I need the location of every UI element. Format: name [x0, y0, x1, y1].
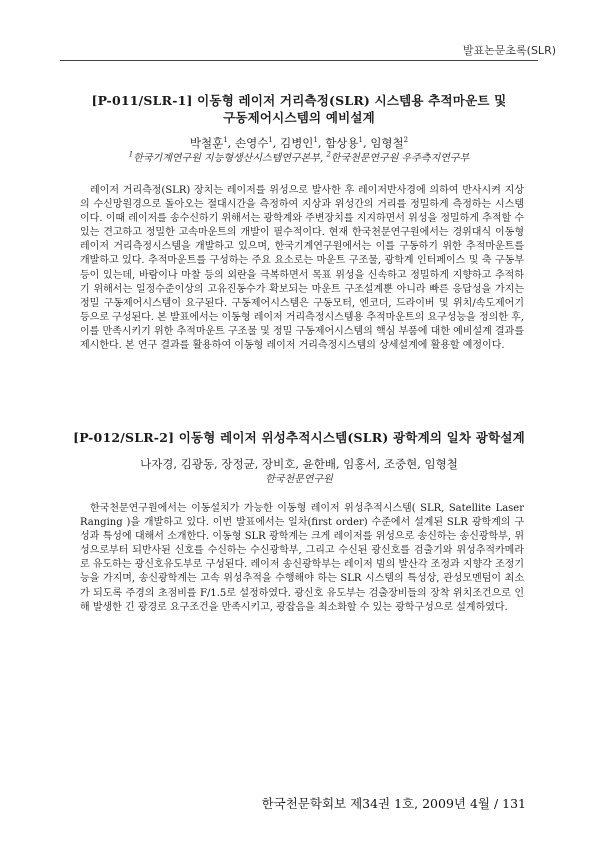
section-label: 발표논문초록(SLR) [462, 44, 556, 57]
author: 손영수$^1$ [234, 136, 273, 150]
paper-1-title [60, 92, 538, 126]
paper-1-title-line2: 구동제어시스템의 예비설계 [223, 110, 375, 125]
affiliation: 한국기계연구원 지능형생산시스템연구본부, [133, 153, 324, 164]
paper-1-title-line1: [P-011/SLR-1] 이동형 레이저 거리측정(SLR) 시스템용 추적마운트 및 [91, 93, 507, 108]
paper-1-abstract: 레이저 거리측정(SLR) 장치는 레이저를 위성으로 발사한 후 레이저반사경에 의하여 반사시켜 지상의 수신망원경으로 돌아오는 절대시간을 측정하여 지상과 위성간의 거리를 정밀하게 측정하는 시스템이다. 이때 레이저를 송수신하기 위해서는 광학계와 주변장치를 지지하면서 위성을 정밀하게 추적할 수 있는 견고하고 정밀한 고속마운트의 개발이 필수적이다. 현재 한국천문연구원에서는 경위대식 이동형 레이저 거리측정시스템을 개발하고 있으며, 한국기계연구원에서는 이를 구동하기 위한 추적마운트를 개발하고 있다. 추적마운트를 구성하는 주요 요소로는 마운트 구조물, 광학계 인터페이스 및 축 구동부 등이 있는데, 바람이나 마찰 등의 외란을 극복하면서 목표 위성을 신속하고 정밀하게 지향하고 추적하기 위해서는 일정수준이상의 고유진동수가 확보되는 마운트 구조설계뿐 아니라 빠른 응답성을 가지는 정밀 구동제어시스템이 요구된다. 구동제어시스템은 구동모터, 엔코더, 드라이버 및 위치/속도제어기 등으로 구성된다. 본 발표에서는 이동형 레이저 거리측정시스템용 추적마운트의 요구성능을 정의한 후, 이를 만족시키기 위한 추적마운트 구조물 및 정밀 구동제어시스템의 핵심 부품에 대한 예비설계 결과를 제시한다. 본 연구 결과를 활용하여 이동형 레이저 거리측정시스템의 상세설계에 활용할 예정이다. [80, 185, 524, 352]
paper-2-abstract: 한국천문연구원에서는 이동설치가 가능한 이동형 레이저 위성추적시스템( SLR, Satellite Laser Ranging )을 개발하고 있다. 이번 발표에서는 일차(first order) 수준에서 설계된 SLR 광학계의 구성과 특성에 대해서 소개한다. 이동형 SLR 광학계는 크게 레이저를 위성으로 송신하는 송신광학부, 위성으로부터 되반사된 신호를 수신하는 수신광학부, 그리고 수신된 광신호를 검출기와 위성추적카메라로 유도하는 광신호유도부로 구성된다. 레이저 송신광학부는 레이저 빔의 발산각 조정과 지향각 조정기능을 가지며, 송신광학계는 고속 위성추적을 수행해야 하는 SLR 시스템의 특성상, 관성모멘텀이 최소가 되도록 주경의 초점비를 F/1.5로 설정하였다. 광신호 유도부는 검출장비들의 장착 위치조건으로 인해 발생한 긴 광경로 요구조건을 만족시키고, 광잡음을 최소화할 수 있는 광학구성으로 설계하였다. [80, 503, 524, 613]
paper-1-affiliations: $^1$한국기계연구원 지능형생산시스템연구본부, $^2$한국천문연구원 우주측지연구부 [128, 150, 470, 164]
paper-2-authors: 나자경, 김광동, 장정균, 장비호, 윤한배, 임홍서, 조중현, 임형철 [140, 457, 458, 471]
page-footer: 한국천문학회보 제34권 1호, 2009년 4월 / 131 [261, 796, 526, 811]
header-rule [60, 60, 538, 61]
paper-2-affiliation: 한국천문연구원 [265, 474, 333, 485]
paper-2-title-line1: [P-012/SLR-2] 이동형 레이저 위성추적시스템(SLR) 광학계의 일차 광학설계 [73, 430, 525, 445]
author: 박철훈$^1$ [189, 136, 228, 150]
affiliation: 한국천문연구원 우주측지연구부 [330, 153, 470, 164]
author: 임형철$^2$ [370, 136, 409, 150]
paper-1-authors: 박철훈$^1$, 손영수$^1$, 김병인$^1$, 함상용$^1$, 임형철$^2$ [189, 136, 409, 150]
author: 김병인$^1$ [280, 136, 318, 150]
paper-2-title [60, 429, 538, 446]
author: 함상용$^1$ [325, 136, 363, 150]
